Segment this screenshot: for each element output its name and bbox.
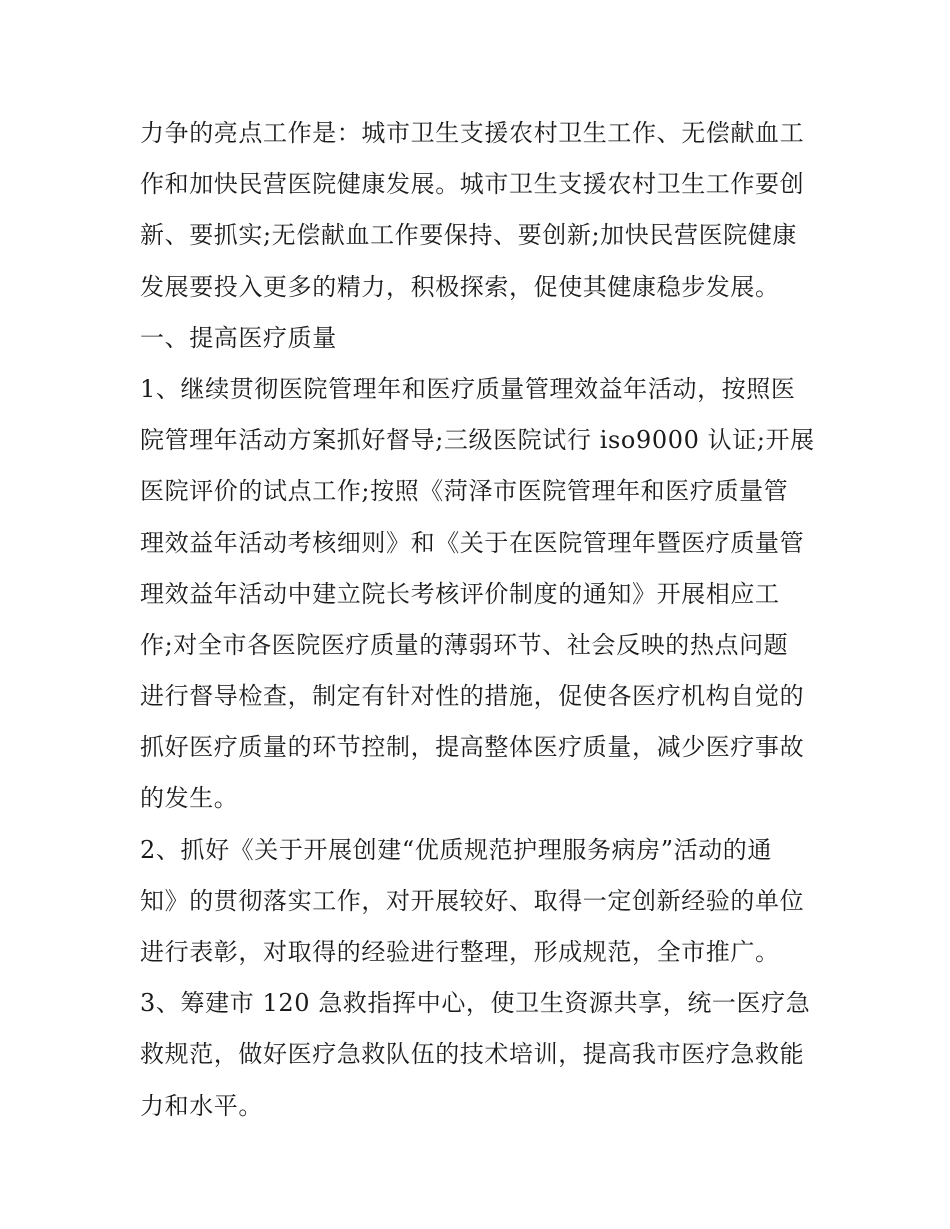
text-line: 力和水平。 — [140, 1091, 263, 1120]
body-text — [140, 108, 820, 1132]
text-line: 救规范，做好医疗急救队伍的技术培训，提高我市医疗急救能 — [140, 1040, 805, 1069]
text-line: 发展要投入更多的精力，积极探索，促使其健康稳步发展。 — [140, 272, 780, 301]
text-line: 进行督导检查，制定有针对性的措施，促使各医疗机构自觉的 — [140, 682, 805, 711]
text-line: 进行表彰，对取得的经验进行整理，形成规范，全市推广。 — [140, 938, 780, 966]
text-line: 理效益年活动中建立院长考核评价制度的通知》开展相应工 — [140, 579, 780, 608]
text-line: 新、要抓实;无偿献血工作要保持、要创新;加快民营医院健康 — [140, 221, 797, 250]
text-line: 2、抓好《关于开展创建“优质规范护理服务病房”活动的通 — [140, 835, 773, 864]
text-line: 医院评价的试点工作;按照《菏泽市医院管理年和医疗质量管 — [140, 477, 789, 506]
text-line: 作和加快民营医院健康发展。城市卫生支援农村卫生工作要创 — [140, 170, 805, 199]
text-line: 院管理年活动方案抓好督导;三级医院试行 iso9000 认证;开展 — [140, 426, 815, 455]
text-line: 抓好医疗质量的环节控制，提高整体医疗质量，减少医疗事故 — [140, 733, 805, 762]
section-heading: 一、提高医疗质量 — [140, 323, 337, 352]
text-line: 1、继续贯彻医院管理年和医疗质量管理效益年活动，按照医 — [140, 374, 796, 403]
text-line: 的发生。 — [140, 784, 239, 813]
text-line: 作;对全市各医院医疗质量的薄弱环节、社会反映的热点问题 — [140, 630, 789, 659]
text-line: 力争的亮点工作是：城市卫生支援农村卫生工作、无偿献血工 — [140, 119, 805, 147]
text-line: 知》的贯彻落实工作，对开展较好、取得一定创新经验的单位 — [140, 886, 805, 915]
text-line: 3、筹建市 120 急救指挥中心，使卫生资源共享，统一医疗急 — [140, 989, 811, 1018]
text-line: 理效益年活动考核细则》和《关于在医院管理年暨医疗质量管 — [140, 528, 805, 557]
